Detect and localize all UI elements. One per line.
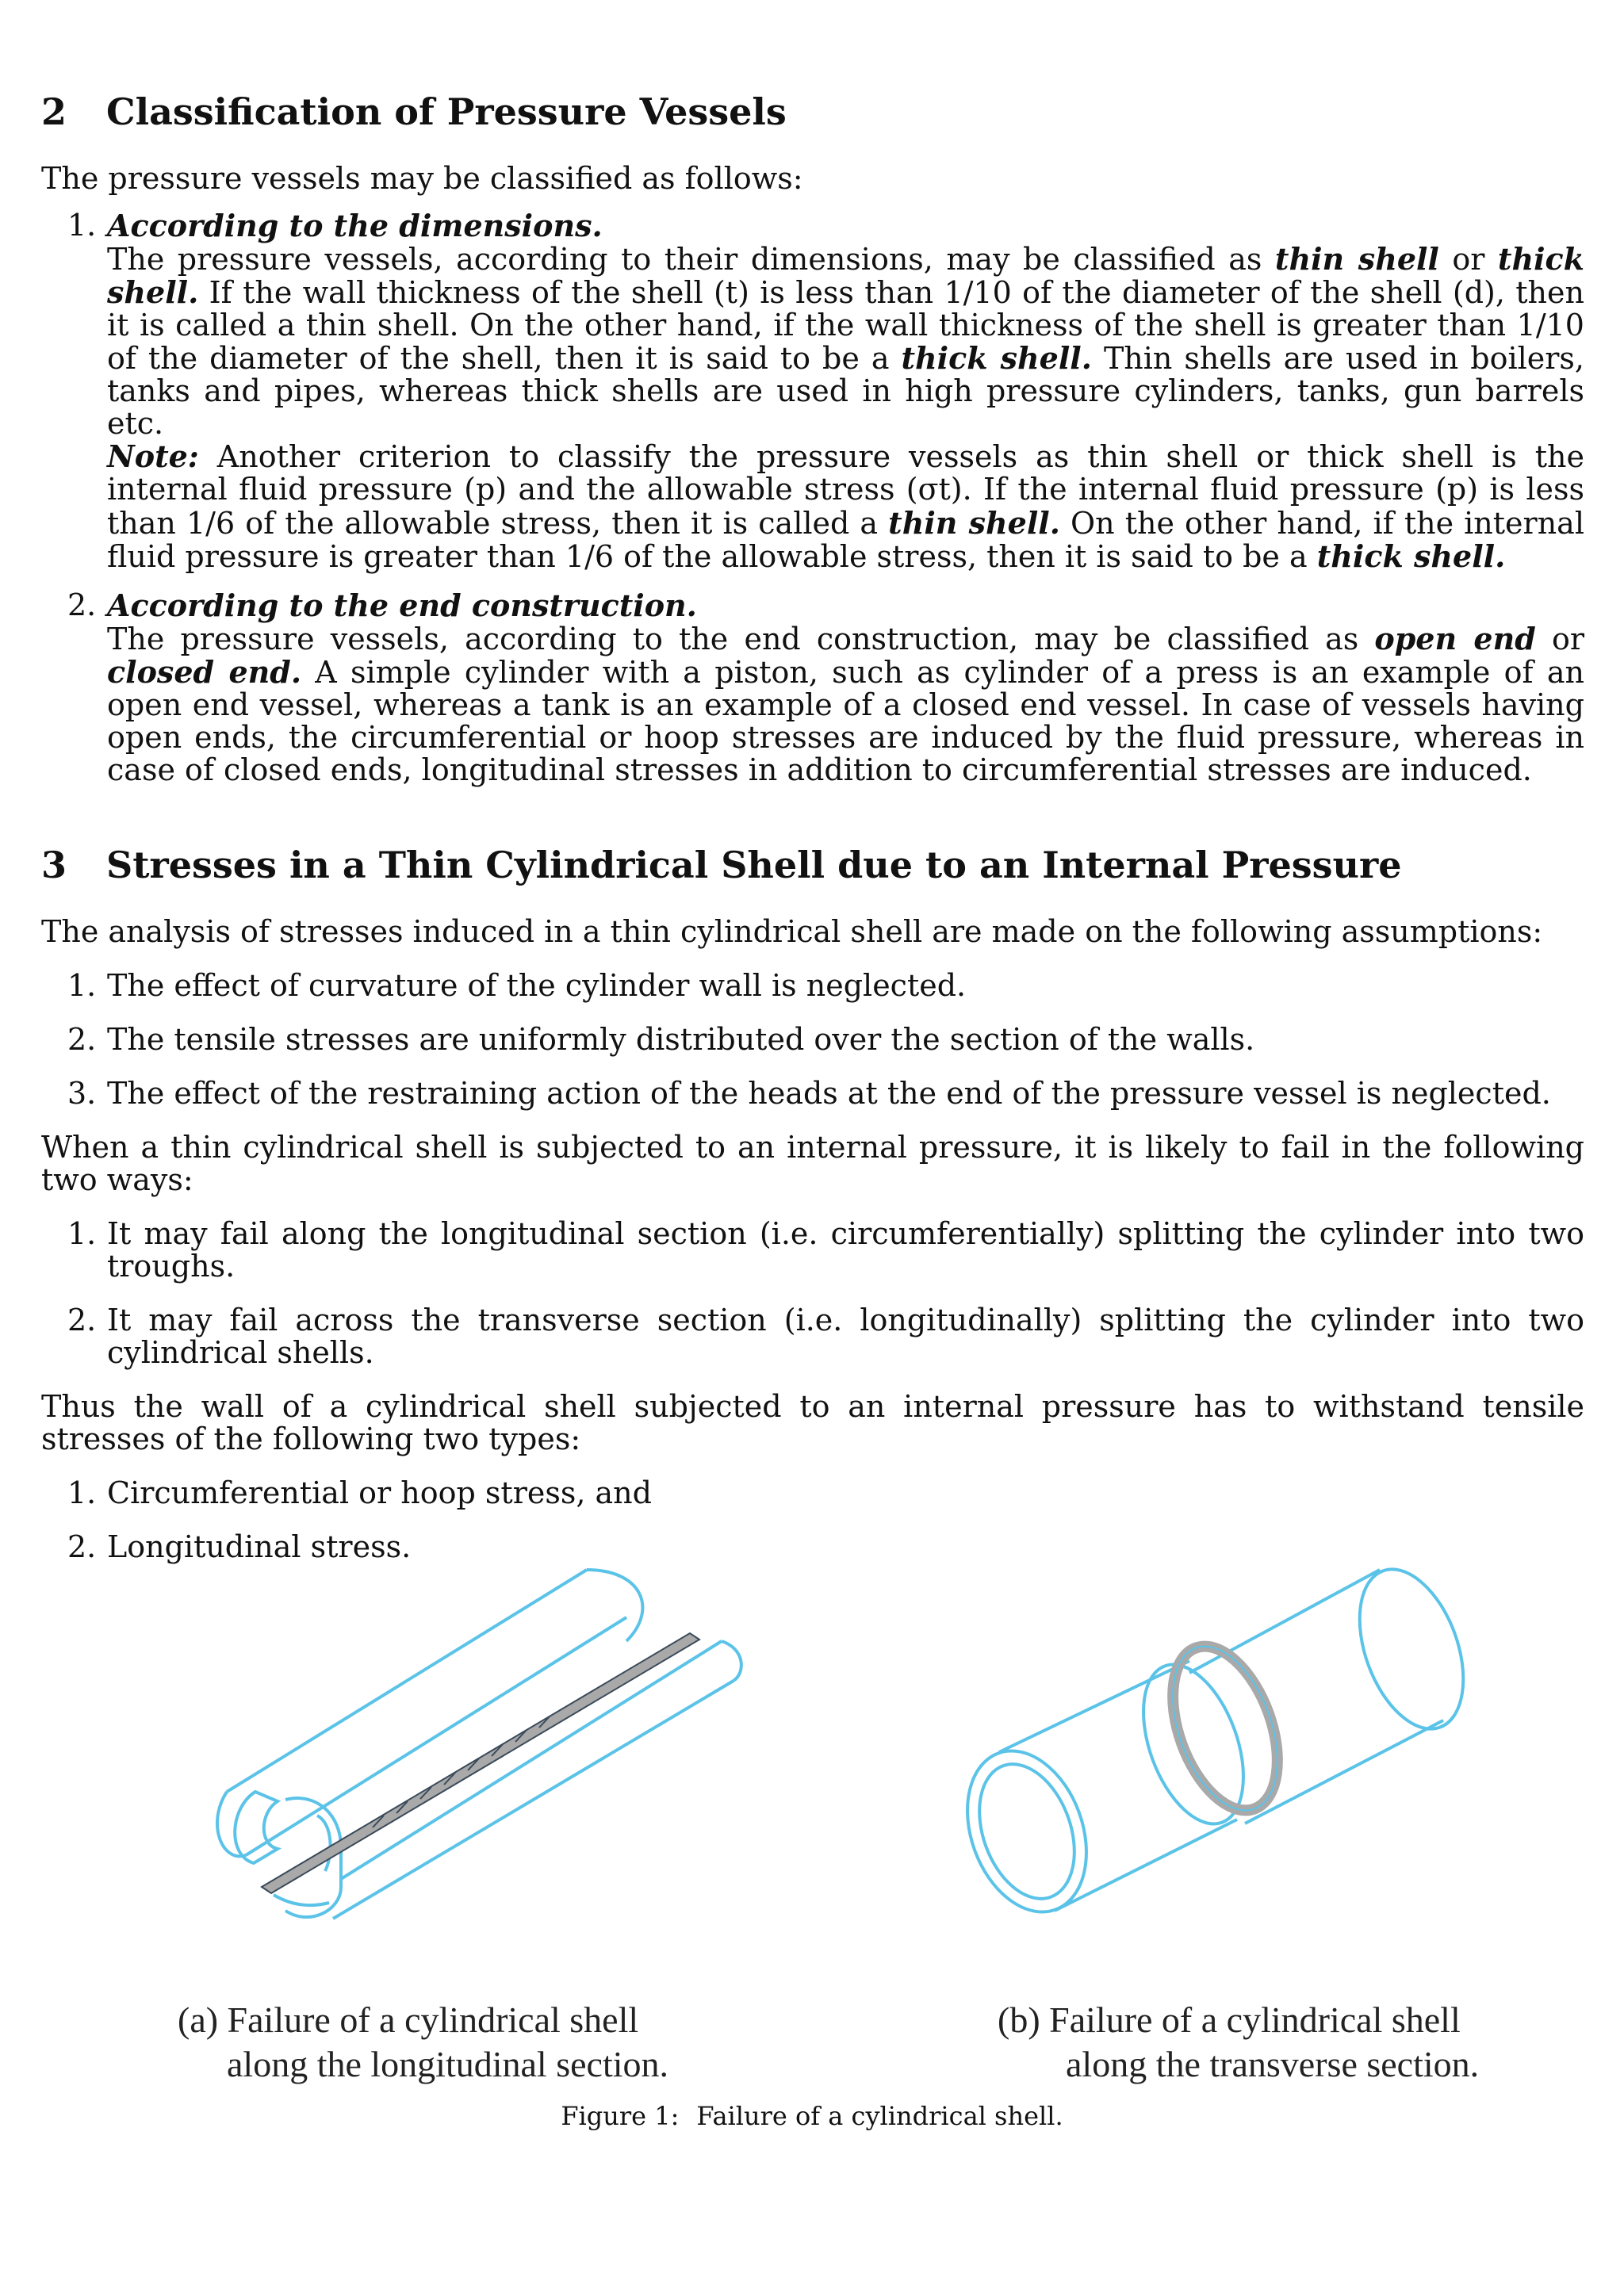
- failure-modes-list: [41, 1218, 1584, 1369]
- emphasis: thick shell.: [107, 241, 1585, 311]
- far-cylinder-top-edge: [1189, 1570, 1380, 1673]
- list-item: [41, 1218, 1584, 1283]
- assumptions-list: [41, 967, 1584, 1112]
- failure-intro: When a thin cylindrical shell is subjected to an internal pressure, it is likely to fail in the following two ways:: [41, 1130, 1584, 1198]
- list-marker: 2.: [67, 1529, 97, 1565]
- list-item: [41, 967, 1584, 1003]
- item-text: The tensile stresses are uniformly distributed over the section of the walls.: [107, 1022, 1255, 1057]
- figure-caption-text: Failure of a cylindrical shell.: [696, 2101, 1063, 2131]
- near-end-section: [235, 1792, 278, 1863]
- list-item: [41, 589, 1584, 786]
- section-2-heading: [41, 90, 1584, 134]
- note-text: On the other hand, if the internal fluid pressure is greater than 1/6 of the allowable stress, then it is said to be a: [107, 505, 1584, 574]
- section-number: 2: [41, 90, 67, 133]
- list-item: [41, 1077, 1584, 1110]
- crack-ring: [1153, 1632, 1298, 1825]
- list-marker: 2.: [67, 587, 97, 622]
- item-text: It may fail across the transverse section (i.e. longitudinally) splitting the cylinder into two cylindrical shells.: [107, 1303, 1584, 1371]
- item-text: Longitudinal stress.: [107, 1529, 412, 1565]
- list-item: [41, 1024, 1584, 1056]
- emphasis: thin shell.: [888, 504, 1060, 541]
- lower-trough-far-end: [722, 1641, 741, 1681]
- list-marker: 2.: [67, 1022, 97, 1057]
- figure-1: [0, 1522, 1624, 2125]
- emphasis: open end: [1374, 620, 1536, 656]
- far-cylinder-end: [1340, 1555, 1484, 1743]
- upper-trough-far-end: [587, 1570, 642, 1641]
- longitudinal-failure-illustration: [214, 1554, 769, 1927]
- item-text: If the wall thickness of the shell (t) is less than 1/10 of the diameter of the shell (d), then it is called a thin shell. On the other hand, if the wall thickness of the shell is greater than 1/10 of the diameter of the shell, then it is said to be a: [107, 275, 1584, 377]
- figure-panel-a: [214, 1554, 769, 1927]
- lower-trough-bottom-edge: [333, 1681, 733, 1919]
- classification-list: [41, 209, 1584, 786]
- list-marker: 1.: [67, 967, 97, 1003]
- item-heading: According to the dimensions.: [107, 208, 603, 244]
- item-text: A simple cylinder with a piston, such as cylinder of a press is an example of an open end vessel, whereas a tank is an example of a closed end vessel. In case of vessels having open ends, the circumferential or hoop stresses are induced by the fluid pressure, whereas in case of closed ends, longitudinal stresses in addition to circumferential stresses are induced.: [107, 654, 1584, 787]
- near-cylinder-top-edge: [999, 1661, 1189, 1752]
- item-text: Thin shells are used in boilers, tanks and pipes, whereas thick shells are used in high pressure cylinders, tanks, gun barrels etc.: [107, 341, 1584, 442]
- near-cylinder-near-end-inner: [962, 1751, 1092, 1911]
- item-text: It may fail along the longitudinal section (i.e. circumferentially) splitting the cylinder into two troughs.: [107, 1216, 1584, 1284]
- item-heading: According to the end construction.: [107, 587, 697, 623]
- emphasis: closed end.: [107, 653, 302, 690]
- stress-types-intro: Thus the wall of a cylindrical shell subjected to an internal pressure has to withstand tensile stresses of the following two types:: [41, 1389, 1584, 1457]
- item-text: The pressure vessels, according to their dimensions, may be classified as: [107, 242, 1275, 277]
- emphasis: thick shell.: [901, 340, 1092, 377]
- list-item: [41, 209, 1584, 572]
- item-text: or: [1535, 621, 1584, 656]
- upper-trough-near-end: [217, 1792, 246, 1856]
- page-content: [41, 79, 1584, 1563]
- list-marker: 1.: [67, 1475, 97, 1511]
- note-label: Note:: [107, 438, 199, 475]
- list-marker: 3.: [67, 1076, 97, 1112]
- figure-label: Figure 1:: [561, 2101, 680, 2131]
- item-text: The effect of curvature of the cylinder wall is neglected.: [107, 967, 967, 1003]
- section-3-heading: [41, 844, 1584, 887]
- emphasis: thin shell: [1274, 241, 1439, 277]
- section-title: Classification of Pressure Vessels: [106, 90, 787, 133]
- emphasis: thick shell.: [1316, 538, 1506, 574]
- subcaption-a-line1: (a) Failure of a cylindrical shell: [178, 1999, 639, 2041]
- item-text: or: [1438, 242, 1498, 277]
- subcaption-b-line1: (b) Failure of a cylindrical shell: [998, 1999, 1461, 2041]
- crack-strip: [262, 1633, 699, 1893]
- section-number: 3: [41, 843, 67, 886]
- transverse-failure-illustration: [952, 1546, 1491, 1927]
- item-text: The effect of the restraining action of the heads at the end of the pressure vessel is neglected.: [107, 1076, 1551, 1112]
- section-2-intro: The pressure vessels may be classified as follows:: [41, 161, 803, 197]
- section-title: Stresses in a Thin Cylindrical Shell due to an Internal Pressure: [106, 843, 1402, 886]
- lower-trough-rim: [274, 1895, 329, 1905]
- subcaption-b-line2: along the transverse section.: [1066, 2044, 1480, 2085]
- list-marker: 2.: [67, 1303, 97, 1338]
- subcaption-a-line2: along the longitudinal section.: [227, 2044, 669, 2085]
- near-cylinder-bottom-edge: [1055, 1820, 1237, 1911]
- figure-panel-b: [952, 1546, 1491, 1927]
- item-text: The pressure vessels, according to the end construction, may be classified as: [107, 621, 1375, 656]
- list-item: [41, 1304, 1584, 1369]
- figure-caption: [0, 2101, 1624, 2131]
- item-text: Circumferential or hoop stress, and: [107, 1475, 652, 1511]
- section-3-intro: The analysis of stresses induced in a thin cylindrical shell are made on the following assumptions:: [41, 913, 1543, 949]
- list-marker: 1.: [67, 1216, 97, 1252]
- note-text: Another criterion to classify the pressure vessels as thin shell or thick shell is the internal fluid pressure (p) and the allowable stress (σt). If the internal fluid pressure (p) is less than 1/6 of the allowable stress, then it is called a: [107, 439, 1584, 541]
- list-marker: 1.: [67, 208, 97, 243]
- list-item: [41, 1477, 1584, 1510]
